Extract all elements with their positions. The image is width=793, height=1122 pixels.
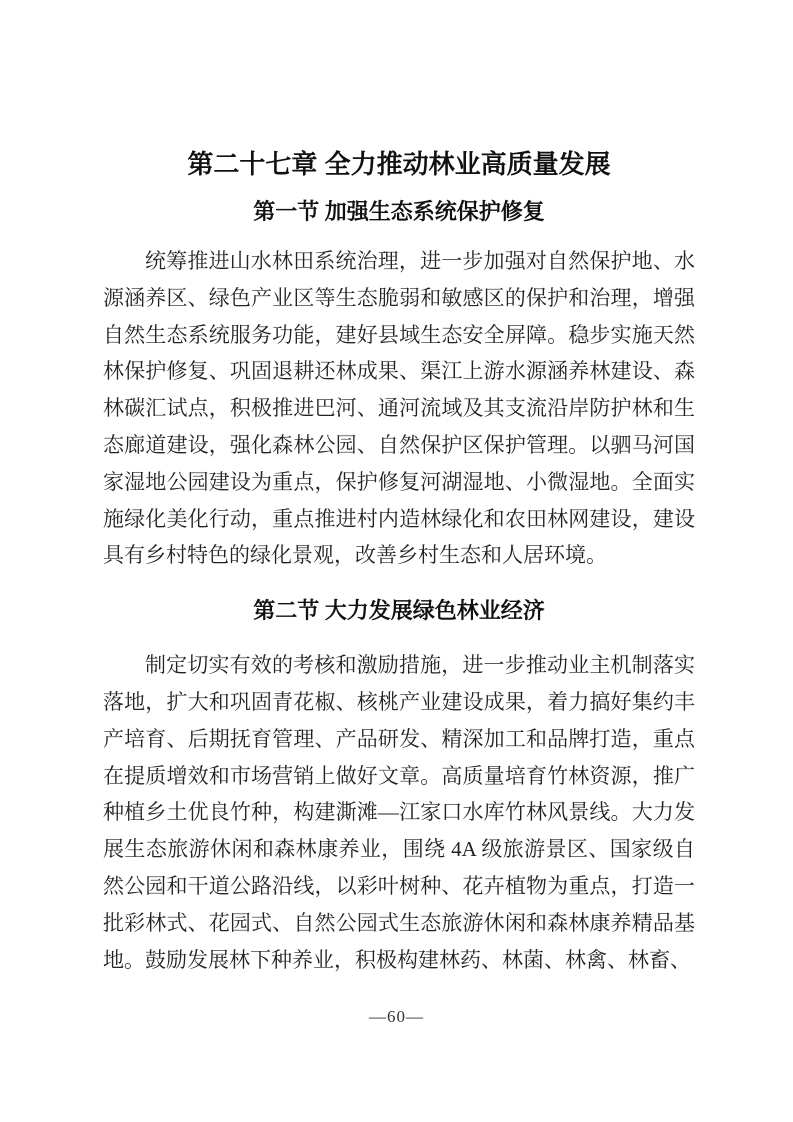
section-2-paragraph: 制定切实有效的考核和激励措施，进一步推动业主机制落实落地，扩大和巩固青花椒、核桃产业建设成果，着力搞好集约丰产培育、后期抚育管理、产品研发、精深加工和品牌打造，重点在提质增效和市场营销上做好文章。高质量培育竹林资源，推广种植乡土优良竹种，构建澌滩—江家口水库竹林风景线。大力发展生态旅游休闲和森林康养业，围绕 4A 级旅游景区、国家级自然公园和干道公路沿线，以彩叶树种、花卉植物为重点，打造一批彩林式、花园式、自然公园式生态旅游休闲和森林康养精品基地。鼓励发展林下种养业，积极构建林药、林菌、林禽、林畜、	[103, 653, 695, 972]
text-column	[103, 0, 695, 978]
page-number: —60—	[369, 1007, 424, 1026]
section-1-paragraph: 统筹推进山水林田系统治理，进一步加强对自然保护地、水源涵养区、绿色产业区等生态脆弱和敏感区的保护和治理，增强自然生态系统服务功能，建好县域生态安全屏障。稳步实施天然林保护修复、巩固退耕还林成果、渠江上游水源涵养林建设、森林碳汇试点，积极推进巴河、通河流域及其支流沿岸防护林和生态廊道建设，强化森林公园、自然保护区保护管理。以驷马河国家湿地公园建设为重点，保护修复河湖湿地、小微湿地。全面实施绿化美化行动，重点推进村内造林绿化和农田林网建设，建设具有乡村特色的绿化景观，改善乡村生态和人居环境。	[103, 249, 695, 568]
section-1-title: 第一节 加强生态系统保护修复	[253, 199, 545, 224]
section-2-title: 第二节 大力发展绿色林业经济	[253, 598, 545, 624]
chapter-title: 第二十七章 全力推动林业高质量发展	[187, 149, 611, 179]
